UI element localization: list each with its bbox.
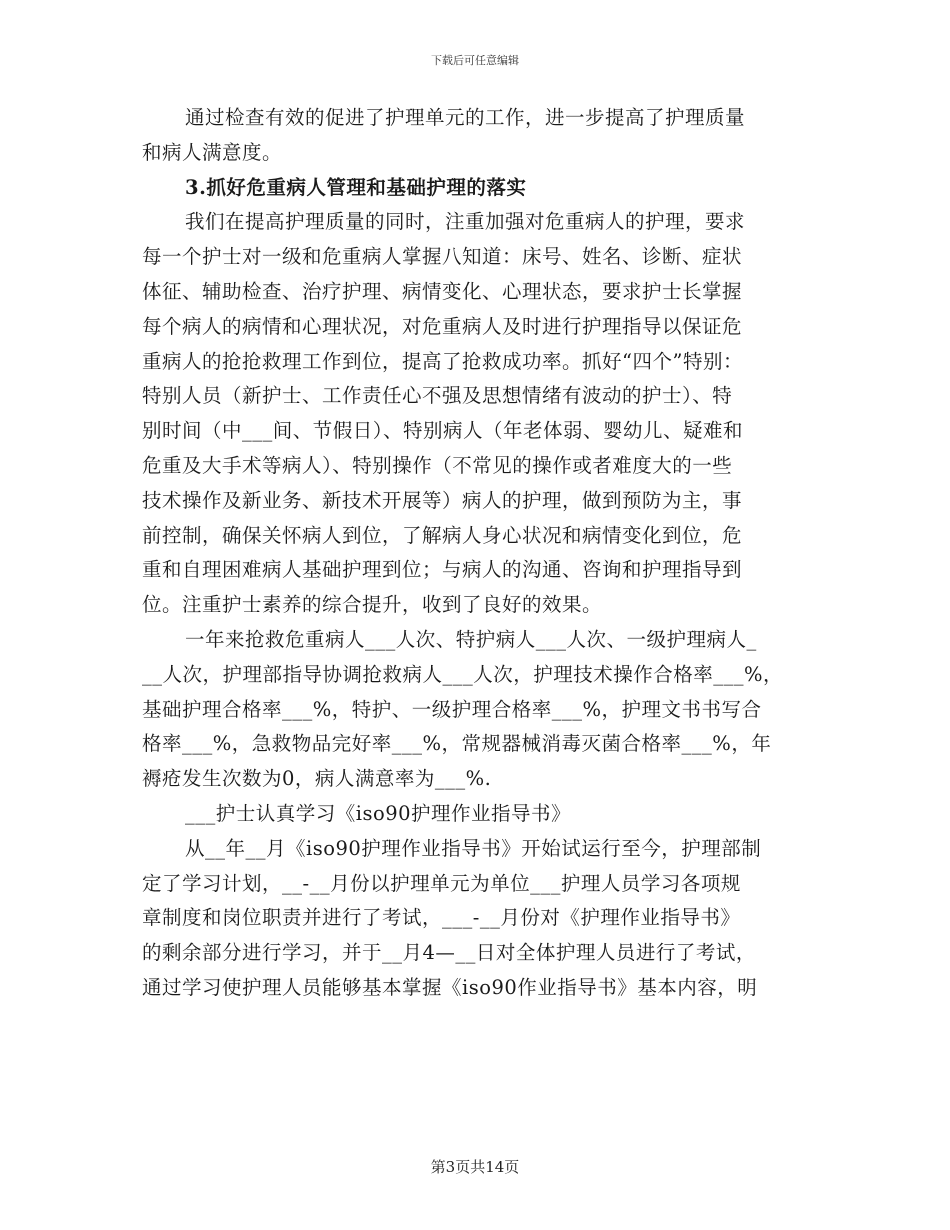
text-line: 定了学习计划，__-__月份以护理单元为单位___护理人员学习各项规: [142, 871, 741, 895]
text-line: 章制度和岗位职责并进行了考试，___-__月份对《护理作业指导书》: [142, 906, 741, 930]
page-header: 下载后可任意编辑: [431, 54, 519, 67]
text-line: 格率___%，急救物品完好率___%，常规器械消毒灭菌合格率___%，年: [142, 732, 772, 756]
text-line: 和病人满意度。: [142, 140, 283, 164]
text-line: 从__年__月《iso90护理作业指导书》开始试运行至今，护理部制: [185, 836, 762, 860]
page-footer: 第3页共14页: [430, 1158, 520, 1176]
text-line: 技术操作及新业务、新技术开展等）病人的护理，做到预防为主，事: [142, 488, 743, 512]
section-heading: 3.抓好危重病人管理和基础护理的落实: [185, 175, 527, 199]
text-line: __人次，护理部指导协调抢救病人___人次，护理技术操作合格率___%，: [142, 662, 784, 686]
text-line: 一年来抢救危重病人___人次、特护病人___人次、一级护理病人_: [185, 627, 757, 651]
text-line: 的剩余部分进行学习，并于__月4—__日对全体护理人员进行了考试，: [142, 941, 756, 965]
text-line: 重病人的抢抢救理工作到位，提高了抢救成功率。抓好“四个”特别：: [142, 349, 743, 373]
text-line: 别时间（中___间、节假日）、特别病人（年老体弱、婴幼儿、疑难和: [142, 419, 744, 443]
text-line: 位。注重护士素养的综合提升，收到了良好的效果。: [142, 593, 603, 617]
text-line: 危重及大手术等病人）、特别操作（不常见的操作或者难度大的一些: [142, 453, 733, 477]
text-line: 体征、辅助检查、治疗护理、病情变化、心理状态，要求护士长掌握: [142, 279, 743, 303]
text-line: 通过检查有效的促进了护理单元的工作，进一步提高了护理质量: [185, 106, 746, 129]
text-line: 前控制，确保关怀病人到位，了解病人身心状况和病情变化到位，危: [142, 523, 743, 547]
text-line: 每一个护士对一级和危重病人掌握八知道：床号、姓名、诊断、症状: [142, 245, 743, 269]
text-line: 基础护理合格率___%，特护、一级护理合格率___%，护理文书书写合: [142, 697, 762, 721]
document-body: [142, 101, 814, 1006]
text-line: ___护士认真学习《iso90护理作业指导书》: [185, 801, 572, 825]
text-line: 重和自理困难病人基础护理到位；与病人的沟通、咨询和护理指导到: [142, 558, 743, 582]
text-line: 每个病人的病情和心理状况，对危重病人及时进行护理指导以保证危: [142, 314, 743, 338]
text-line: 通过学习使护理人员能够基本掌握《iso90作业指导书》基本内容，明: [142, 975, 758, 999]
text-line: 褥疮发生次数为0，病人满意率为___%.: [142, 767, 492, 791]
text-line: 我们在提高护理质量的同时，注重加强对危重病人的护理，要求: [185, 210, 746, 234]
text-line: 特别人员（新护士、工作责任心不强及思想情绪有波动的护士）、特: [142, 384, 733, 408]
